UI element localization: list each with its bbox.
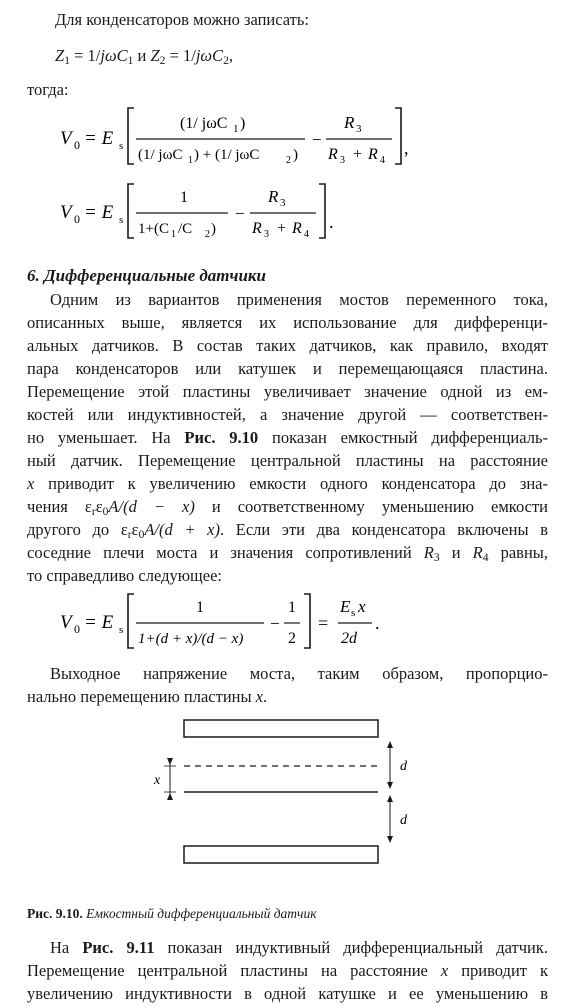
paragraph-line: Одним из вариантов применения мостов переменного тока, xyxy=(50,290,548,309)
distance-label-upper: d xyxy=(400,759,407,774)
svg-text:R: R xyxy=(268,187,279,206)
svg-text:−: − xyxy=(270,614,280,633)
svg-text:−: − xyxy=(312,130,322,149)
figure-number: Рис. 9.10. xyxy=(27,906,83,921)
paragraph-line: нально перемещению пластины x. xyxy=(27,687,268,706)
svg-text:(1/ jωC: (1/ jωC xyxy=(138,147,183,163)
paragraph-line: описанных выше, является их использование для дифференци- xyxy=(27,313,548,332)
displacement-label: x xyxy=(154,773,161,788)
svg-text:1+(d + x)/(d − x): 1+(d + x)/(d − x) xyxy=(138,631,244,647)
paragraph-line: соседние плечи моста и значения сопротивлений $R_3$ и $R_4$ равны, xyxy=(27,543,548,564)
svg-text:): ) xyxy=(293,147,298,163)
capacitive-sensor-diagram xyxy=(140,712,440,892)
paragraph-line: то справедливо следующее: xyxy=(27,566,222,585)
svg-text:2d: 2d xyxy=(341,630,357,647)
formula-v0-displacement xyxy=(50,590,410,652)
formula-v0-capacitance xyxy=(50,180,350,242)
paragraph-line: x приводит к увеличению емкости одного конденсатора до зна- xyxy=(27,474,548,493)
svg-text:4: 4 xyxy=(380,155,385,166)
svg-text:0: 0 xyxy=(74,138,80,152)
intro-line: Для конденсаторов можно записать: xyxy=(55,10,310,29)
svg-text:3: 3 xyxy=(356,123,362,135)
svg-text:= E: = E xyxy=(84,128,114,149)
svg-text:R: R xyxy=(344,113,355,132)
figure-title: Емкостный дифференциальный датчик xyxy=(86,906,317,921)
svg-text:1: 1 xyxy=(288,599,296,616)
svg-text:R: R xyxy=(252,220,262,237)
paragraph-line: увеличению индуктивности в одной катушке и ее уменьшению в xyxy=(27,984,548,1003)
svg-text:.: . xyxy=(329,212,334,232)
paragraph-line: другого до $\varepsilon_r\varepsilon_0A/(d + x)$. Если эти два конденсатора включены в xyxy=(27,520,548,541)
svg-text:0: 0 xyxy=(74,622,80,636)
figure-reference[interactable]: Рис. 9.10 xyxy=(184,428,259,447)
figure-reference[interactable]: Рис. 9.11 xyxy=(82,938,155,957)
svg-text:s: s xyxy=(119,140,124,152)
svg-text:s: s xyxy=(119,214,124,226)
right-bracket xyxy=(395,108,401,164)
svg-text:): ) xyxy=(211,221,216,237)
paragraph-line: но уменьшает. На Рис. 9.10 показан емкостный дифференциаль- xyxy=(27,428,548,447)
svg-text:.: . xyxy=(375,613,380,633)
svg-text:1: 1 xyxy=(180,189,188,206)
svg-text:1: 1 xyxy=(171,229,176,240)
formula-v0-impedance xyxy=(50,104,430,170)
paragraph-line: пара конденсаторов или катушек и перемещающаяся пластина. xyxy=(27,359,548,378)
paragraph-line: альных датчиков. В состав таких датчиков, как правило, входят xyxy=(27,336,548,355)
svg-text:2: 2 xyxy=(286,155,291,166)
top-plate xyxy=(184,720,378,737)
svg-text:): ) xyxy=(240,115,246,132)
svg-text:+: + xyxy=(277,220,287,237)
svg-text:R: R xyxy=(368,146,378,163)
svg-text:s: s xyxy=(119,624,124,636)
svg-text:+: + xyxy=(353,146,363,163)
svg-text:=: = xyxy=(318,613,329,633)
svg-text:−: − xyxy=(235,204,245,223)
impedance-definitions: $Z_1 = 1/j\omega C_1$ и $Z_2 = 1/j\omega C_2$, xyxy=(55,46,233,67)
svg-text:1: 1 xyxy=(233,123,239,135)
svg-text:= E: = E xyxy=(84,202,114,223)
then-word: тогда: xyxy=(27,80,69,99)
distance-label-lower: d xyxy=(400,813,407,828)
svg-text:,: , xyxy=(404,138,409,158)
svg-text:2: 2 xyxy=(205,229,210,240)
paragraph-line: На Рис. 9.11 показан индуктивный дифференциальный датчик. xyxy=(50,938,549,957)
svg-text:3: 3 xyxy=(280,197,286,209)
paragraph-line: Перемещение центральной пластины на расстояние x приводит к xyxy=(27,961,548,980)
v0-symbol: V xyxy=(60,128,72,149)
svg-text:0: 0 xyxy=(74,212,80,226)
svg-text:(1/ jωC: (1/ jωC xyxy=(180,115,228,132)
svg-text:) + (1/ jωC: ) + (1/ jωC xyxy=(194,147,260,163)
svg-text:x: x xyxy=(358,597,366,616)
svg-text:V: V xyxy=(60,202,72,223)
paragraph-line: чения $\varepsilon_r\varepsilon_0A/(d - x)$ и соответственному уменьшению емкости xyxy=(27,497,548,518)
svg-text:2: 2 xyxy=(288,630,296,647)
svg-text:V: V xyxy=(60,612,72,633)
left-bracket xyxy=(128,108,134,164)
figure-caption xyxy=(27,906,317,922)
svg-text:s: s xyxy=(351,607,356,619)
svg-text:/C: /C xyxy=(178,221,193,237)
svg-text:4: 4 xyxy=(304,229,309,240)
svg-text:E: E xyxy=(340,597,351,616)
svg-text:1+(C: 1+(C xyxy=(138,221,169,237)
paragraph-line: Перемещение этой пластины увеличивает значение одной из ем- xyxy=(27,382,548,401)
svg-text:R: R xyxy=(292,220,302,237)
bottom-plate xyxy=(184,846,378,863)
svg-text:1: 1 xyxy=(196,599,204,616)
svg-text:R: R xyxy=(328,146,338,163)
svg-text:1: 1 xyxy=(188,155,193,166)
svg-text:3: 3 xyxy=(264,229,269,240)
section-heading: 6. Дифференциальные датчики xyxy=(27,266,266,285)
paragraph-line: костей или индуктивностей, а значение другой — соответствен- xyxy=(27,405,548,424)
svg-text:3: 3 xyxy=(340,155,345,166)
paragraph-line: ный датчик. Перемещение центральной пластины на расстояние xyxy=(27,451,548,470)
paragraph-line: Выходное напряжение моста, таким образом, пропорцио- xyxy=(50,664,548,683)
svg-text:= E: = E xyxy=(84,612,114,633)
